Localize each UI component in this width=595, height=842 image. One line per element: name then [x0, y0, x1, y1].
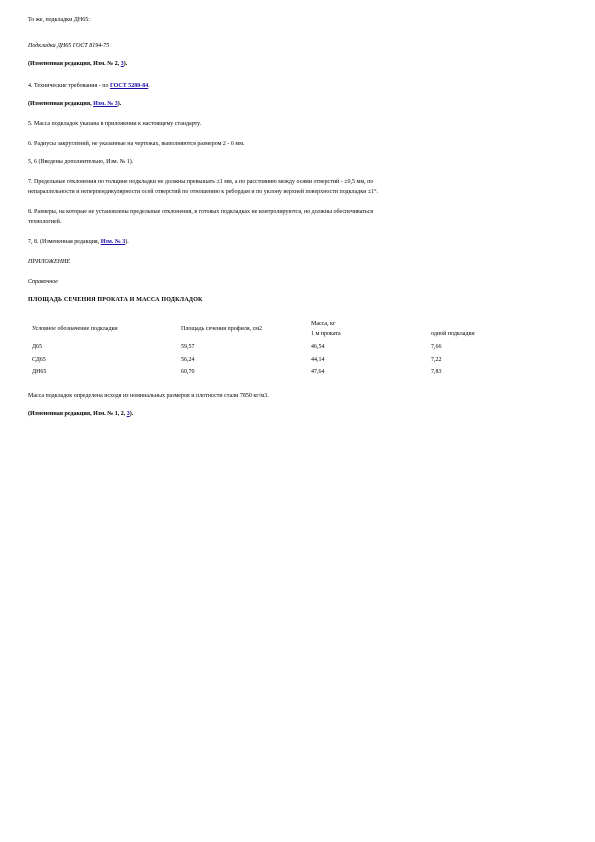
amendment-link[interactable]: Изм. № 3 — [93, 101, 118, 107]
paragraph-tolerances-line-2: непараллельности и неперпендикулярности осей отверстий по отношению к ребордам и по уклону верхней поверхности подкладки ±1°. — [28, 189, 379, 195]
amendment-link[interactable]: 3 — [126, 411, 130, 417]
amendment-text-end: ). — [123, 61, 128, 67]
table-row-plate: 7,83 — [431, 369, 442, 375]
amendment-text: 7, 8. (Измененная редакция, — [28, 239, 101, 245]
paragraph-dimensions-line-1: 8. Размеры, на которые не установлены предельные отклонения, в готовых подкладках не контролируются, но должны обеспечиваться — [28, 209, 373, 215]
amendment-text: (Измененная редакция, Изм. № 1, 2, — [28, 411, 127, 417]
amendment-note-4 — [28, 410, 133, 418]
header-designation: Условное обозначение подкладки — [32, 326, 118, 332]
paragraph-plate-designation: Подкладка ДН65 ГОСТ 8194-75 — [28, 43, 110, 49]
table-row-meter: 46,54 — [311, 344, 325, 350]
table-row-plate: 7,22 — [431, 357, 442, 363]
table-row-area: 60,70 — [181, 369, 195, 375]
requirements-text-end: . — [148, 83, 150, 89]
table-row-area: 56,24 — [181, 357, 195, 363]
requirements-text: 4. Технические требования - по — [28, 83, 110, 89]
amendment-link[interactable]: Изм. № 3 — [100, 239, 126, 245]
table-row-plate: 7,66 — [431, 344, 442, 350]
paragraph-radius: 6. Радиусы закруглений, не указанные на чертежах, выполняются размером 2 - 6 мм. — [28, 141, 245, 147]
paragraph-mass: 5. Масса подкладок указана в приложении к настоящему стандарту. — [28, 121, 202, 127]
amendment-note-3 — [28, 238, 129, 246]
table-row-meter: 47,64 — [311, 369, 325, 375]
appendix-reference-label: Справочное — [28, 279, 58, 285]
amendment-note-1 — [28, 60, 127, 68]
header-mass: Масса, кг — [311, 321, 336, 327]
table-title: ПЛОЩАДЬ СЕЧЕНИЯ ПРОКАТА И МАССА ПОДКЛАДОК — [28, 297, 203, 303]
amendment-text-end: ). — [125, 239, 129, 245]
paragraph-same-plates: То же, подкладки ДН65: — [28, 17, 90, 23]
amendment-note-2 — [28, 100, 121, 108]
paragraph-dimensions-line-2: технологией. — [28, 219, 62, 225]
table-row-name: ДН65 — [32, 369, 47, 375]
table-row-name: СД65 — [32, 357, 46, 363]
gost-link[interactable]: ГОСТ 5280-84 — [109, 83, 149, 89]
header-per-meter: 1 м проката — [311, 331, 341, 337]
table-row-area: 59,57 — [181, 344, 195, 350]
paragraph-technical-requirements — [28, 82, 150, 90]
amendment-text-end: ). — [117, 101, 122, 107]
amendment-text: (Измененная редакция, — [28, 101, 94, 107]
header-per-plate: одной подкладки — [431, 331, 475, 337]
paragraph-introduced: 5, 6 (Введены дополнительно, Изм. № 1). — [28, 159, 134, 165]
mass-calculation-note: Масса подкладок определена исходя из номинальных размеров и плотности стали 7850 кг/м3. — [28, 393, 269, 399]
amendment-text-end: ). — [129, 411, 134, 417]
table-row-name: Д65 — [32, 344, 43, 350]
amendment-text: (Измененная редакция, Изм. № 2, — [28, 61, 121, 67]
table-row-meter: 44,14 — [311, 357, 325, 363]
header-area: Площадь сечения профиля, см2 — [181, 326, 263, 332]
paragraph-tolerances-line-1: 7. Предельные отклонения по толщине подкладки не должны превышать ±1 мм, а по расстоянию между осями отверстий - ±0,5 мм, по — [28, 179, 374, 185]
appendix-heading: ПРИЛОЖЕНИЕ — [28, 259, 70, 265]
amendment-link[interactable]: 3 — [120, 61, 124, 67]
